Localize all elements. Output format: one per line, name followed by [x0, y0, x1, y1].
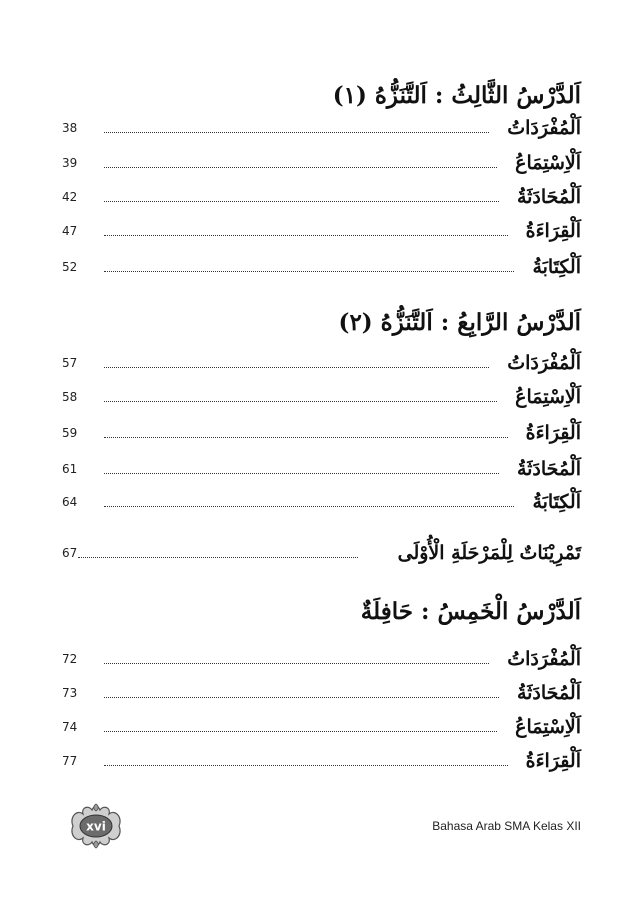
dot-leader	[104, 473, 499, 474]
page-number: 39	[62, 156, 78, 170]
toc-row[interactable]	[62, 150, 581, 176]
page-number: 61	[62, 462, 78, 476]
toc-item-label: تَمْرِيْنَاتٌ لِلْمَرْحَلَةِ الْأُوْلَى	[397, 542, 581, 564]
toc-item-label: اَلْقِرَاءَةُ	[525, 220, 581, 242]
dot-leader	[104, 401, 497, 402]
toc-row[interactable]	[62, 646, 581, 672]
dot-leader	[104, 506, 514, 507]
toc-row[interactable]	[62, 456, 581, 482]
page-number: 38	[62, 121, 78, 135]
toc-item-label: اَلْمُحَادَثَةُ	[516, 682, 581, 704]
ornament-emblem-icon	[67, 803, 125, 849]
lesson-5-heading: اَلدَّرْسُ الْخَمِسُ : حَافِلَةٌ	[360, 598, 581, 625]
dot-leader	[104, 201, 499, 202]
toc-item-label: اَلْقِرَاءَةُ	[525, 422, 581, 444]
ornament-emblem-icon	[67, 803, 125, 849]
page-footer	[67, 806, 581, 846]
toc-row[interactable]	[62, 115, 581, 141]
toc-row[interactable]	[62, 489, 581, 515]
page-number: 74	[62, 720, 78, 734]
page-number: 52	[62, 260, 78, 274]
dot-leader	[104, 271, 514, 272]
dot-leader	[104, 731, 497, 732]
dot-leader	[104, 765, 508, 766]
page-number: 59	[62, 426, 78, 440]
toc-item-label: اَلْقِرَاءَةُ	[525, 750, 581, 772]
toc-row[interactable]	[62, 748, 581, 774]
dot-leader	[104, 663, 489, 664]
toc-row[interactable]	[62, 218, 581, 244]
toc-row[interactable]	[62, 350, 581, 376]
page-number: 57	[62, 356, 78, 370]
page-number: 73	[62, 686, 78, 700]
toc-row[interactable]	[62, 714, 581, 740]
toc-row[interactable]	[62, 680, 581, 706]
page-number: 77	[62, 754, 78, 768]
dot-leader	[104, 167, 497, 168]
dot-leader	[104, 235, 508, 236]
toc-item-label: اَلْمُحَادَثَةُ	[516, 186, 581, 208]
toc-item-label: اَلْاِسْتِمَاعُ	[515, 386, 581, 408]
toc-item-label: اَلْمُفْرَدَاتُ	[507, 117, 581, 139]
toc-item-label: اَلْكِتَابَةُ	[532, 491, 581, 513]
lesson-4-heading: اَلدَّرْسُ الرَّابِعُ : اَلتَّنَزُّهُ (٢)	[338, 309, 581, 336]
toc-item-label: اَلْكِتَابَةُ	[532, 256, 581, 278]
page-number: 72	[62, 652, 78, 666]
book-title: Bahasa Arab SMA Kelas XII	[432, 819, 581, 833]
toc-row[interactable]	[62, 254, 581, 280]
page-roman-numeral: xvi	[86, 819, 106, 834]
toc-item-label: اَلْاِسْتِمَاعُ	[515, 716, 581, 738]
dot-leader	[78, 557, 358, 558]
dot-leader	[104, 437, 508, 438]
page-number: 42	[62, 190, 78, 204]
dot-leader	[104, 132, 489, 133]
dot-leader	[104, 697, 499, 698]
toc-row[interactable]	[62, 384, 581, 410]
toc-item-label: اَلْمُفْرَدَاتُ	[507, 648, 581, 670]
page-number: 67	[62, 546, 78, 560]
toc-item-label: اَلْمُفْرَدَاتُ	[507, 352, 581, 374]
toc-row-exercises[interactable]	[62, 540, 581, 566]
toc-row[interactable]	[62, 420, 581, 446]
toc-item-label: اَلْمُحَادَثَةُ	[516, 458, 581, 480]
toc-item-label: اَلْاِسْتِمَاعُ	[515, 152, 581, 174]
page-number: 58	[62, 390, 78, 404]
dot-leader	[104, 367, 489, 368]
lesson-3-heading: اَلدَّرْسُ الثَّالِثُ : اَلتَّنَزُّهُ (١)	[332, 82, 581, 109]
toc-row[interactable]	[62, 184, 581, 210]
page-number: 47	[62, 224, 78, 238]
page-number: 64	[62, 495, 78, 509]
